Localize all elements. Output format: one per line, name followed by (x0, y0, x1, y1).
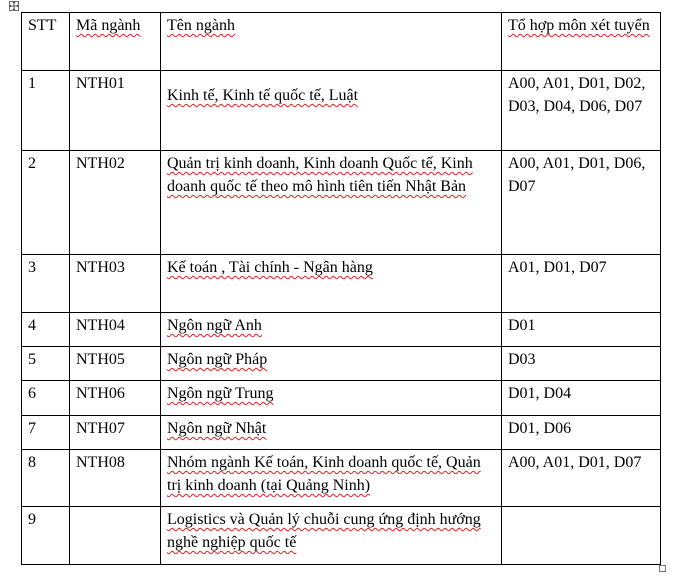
cell-name[interactable] (161, 416, 502, 450)
cell-combo[interactable] (502, 151, 661, 255)
cell-name[interactable] (161, 255, 502, 313)
cell-stt[interactable] (22, 347, 70, 381)
move-arrows-icon (10, 2, 18, 10)
table-row (22, 416, 661, 450)
cell-code[interactable] (70, 347, 161, 381)
cell-code[interactable] (70, 450, 161, 507)
header-name[interactable] (161, 13, 502, 71)
cell-text: Ngôn ngữ Anh (167, 317, 262, 334)
table-row (22, 151, 661, 255)
cell-name[interactable] (161, 507, 502, 565)
header-combo[interactable] (502, 13, 661, 71)
table-row (22, 450, 661, 507)
cell-combo[interactable] (502, 347, 661, 381)
cell-text: A00, A01, D01, D07 (508, 454, 642, 471)
cell-text: Ngôn ngữ Trung (167, 385, 274, 402)
cell-text: Nhóm ngành Kế toán, Kinh doanh quốc tế, Quản trị kinh doanh (tại Quảng Ninh) (167, 454, 481, 494)
cell-name[interactable] (161, 313, 502, 347)
cell-text: NTH07 (76, 420, 125, 437)
cell-text: D03 (508, 351, 536, 368)
cell-text: 4 (28, 317, 36, 334)
cell-combo[interactable] (502, 255, 661, 313)
cell-text: NTH05 (76, 351, 125, 368)
table-row (22, 507, 661, 565)
cell-text: A00, A01, D01, D06, D07 (508, 155, 646, 195)
cell-code[interactable] (70, 71, 161, 151)
cell-stt[interactable] (22, 416, 70, 450)
cell-name[interactable] (161, 151, 502, 255)
cell-code[interactable] (70, 151, 161, 255)
cell-text: NTH02 (76, 155, 125, 172)
cell-code[interactable] (70, 416, 161, 450)
header-name-text: Tên ngành (167, 17, 235, 34)
cell-text: D01, D04 (508, 385, 572, 402)
cell-code[interactable] (70, 381, 161, 416)
header-code-text: Mã ngành (76, 17, 141, 34)
table-row (22, 381, 661, 416)
cell-combo[interactable] (502, 71, 661, 151)
cell-stt[interactable] (22, 381, 70, 416)
cell-text: A01, D01, D07 (508, 259, 607, 276)
cell-text: 2 (28, 155, 36, 172)
table-row (22, 313, 661, 347)
cell-stt[interactable] (22, 71, 70, 151)
cell-text: 5 (28, 351, 36, 368)
table-move-handle[interactable] (9, 1, 19, 11)
cell-code[interactable] (70, 313, 161, 347)
header-combo-text: Tổ hợp môn xét tuyển (508, 17, 650, 34)
cell-name[interactable] (161, 450, 502, 507)
cell-name[interactable] (161, 347, 502, 381)
cell-combo[interactable] (502, 313, 661, 347)
cell-text: NTH06 (76, 385, 125, 402)
header-code[interactable] (70, 13, 161, 71)
cell-stt[interactable] (22, 507, 70, 565)
cell-text: 1 (28, 75, 36, 92)
cell-text: Kinh tế, Kinh tế quốc tế, Luật (167, 87, 359, 104)
cell-text: NTH03 (76, 259, 125, 276)
cell-text: Kế toán , Tài chính - Ngân hàng (167, 259, 373, 276)
cell-name[interactable] (161, 71, 502, 151)
cell-text: 8 (28, 454, 36, 471)
cell-combo[interactable] (502, 381, 661, 416)
cell-text: 9 (28, 511, 36, 528)
header-stt-text: STT (28, 17, 57, 34)
cell-stt[interactable] (22, 313, 70, 347)
table-header-row (22, 13, 661, 71)
cell-combo[interactable] (502, 507, 661, 565)
cell-stt[interactable] (22, 151, 70, 255)
cell-combo[interactable] (502, 416, 661, 450)
cell-text: Quản trị kinh doanh, Kinh doanh Quốc tế, Kinh doanh quốc tế theo mô hình tiên tiến Nhật Bản (167, 155, 473, 195)
cell-text: A00, A01, D01, D02, D03, D04, D06, D07 (508, 75, 646, 115)
table-row (22, 71, 661, 151)
cell-text: 7 (28, 420, 36, 437)
table-row (22, 255, 661, 313)
cell-text: NTH08 (76, 454, 125, 471)
cell-code[interactable] (70, 507, 161, 565)
table-resize-handle[interactable] (659, 565, 666, 572)
cell-code[interactable] (70, 255, 161, 313)
table-row (22, 347, 661, 381)
cell-text: NTH04 (76, 317, 125, 334)
cell-stt[interactable] (22, 450, 70, 507)
cell-text: NTH01 (76, 75, 125, 92)
cell-text: 6 (28, 385, 36, 402)
header-stt[interactable] (22, 13, 70, 71)
cell-text: Ngôn ngữ Nhật (167, 420, 267, 437)
cell-stt[interactable] (22, 255, 70, 313)
cell-name[interactable] (161, 381, 502, 416)
cell-text: Logistics và Quản lý chuỗi cung ứng định hướng nghề nghiệp quốc tế (167, 511, 481, 551)
cell-text: 3 (28, 259, 36, 276)
admission-table (21, 12, 661, 565)
cell-text: Ngôn ngữ Pháp (167, 351, 268, 368)
cell-combo[interactable] (502, 450, 661, 507)
cell-text: D01 (508, 317, 536, 334)
cell-text: D01, D06 (508, 420, 572, 437)
